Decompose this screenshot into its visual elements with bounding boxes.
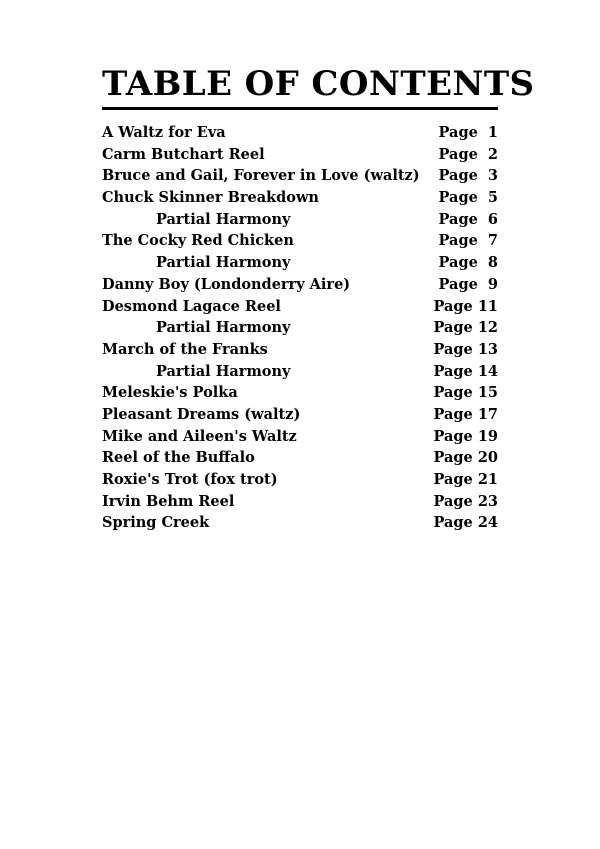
toc-entry-page: Page 6 [438,210,498,228]
toc-entry [102,361,498,383]
toc-entry-page: Page 14 [433,362,498,380]
toc-entry-title: Chuck Skinner Breakdown [102,189,319,207]
toc-entry [102,165,498,187]
toc-entry-page: Page 3 [438,167,498,185]
table-of-contents [102,122,498,534]
toc-entry [102,317,498,339]
toc-entry-title: The Cocky Red Chicken [102,232,294,250]
toc-entry-page: Page 24 [433,514,498,532]
toc-entry-page: Page 8 [438,254,498,272]
toc-entry-title: Mike and Aileen's Waltz [102,427,297,445]
toc-entry-page: Page 13 [433,340,498,358]
toc-entry [102,339,498,361]
toc-entry-title: Carm Butchart Reel [102,145,265,163]
toc-entry [102,491,498,513]
toc-entry [102,122,498,144]
toc-entry-page: Page 9 [438,275,498,293]
toc-entry [102,187,498,209]
toc-entry-page: Page 2 [438,145,498,163]
toc-entry-title: Partial Harmony [156,362,291,380]
toc-entry-title: Irvin Behm Reel [102,492,235,510]
toc-entry-page: Page 21 [433,471,498,488]
toc-entry-page: Page 5 [438,189,498,207]
toc-entry-title: Spring Creek [102,514,210,532]
toc-entry-title: Meleskie's Polka [102,384,238,402]
toc-entry-page: Page 11 [433,297,498,315]
toc-entry [102,230,498,252]
toc-entry-page: Page 15 [433,384,498,402]
toc-entry-page: Page 20 [433,449,498,467]
page-title: TABLE OF CONTENTS [102,62,498,110]
toc-entry [102,404,498,426]
toc-entry [102,296,498,318]
toc-entry [102,447,498,469]
toc-entry-page: Page 19 [433,427,498,445]
toc-entry [102,469,498,491]
toc-entry-title: A Waltz for Eva [102,124,226,141]
toc-entry-page: Page 23 [433,492,498,510]
toc-entry-page: Page 17 [433,405,498,423]
toc-entry-title: Danny Boy (Londonderry Aire) [102,275,351,293]
toc-entry-title: Partial Harmony [156,210,291,228]
toc-entry-title: Partial Harmony [156,319,291,337]
toc-entry-title: Reel of the Buffalo [102,449,255,467]
toc-entry [102,512,498,534]
toc-entry-page: Page 12 [433,319,498,337]
toc-entry [102,252,498,274]
toc-entry-title: Pleasant Dreams (waltz) [102,405,301,423]
toc-entry [102,426,498,448]
toc-entry-page: Page 7 [438,232,498,250]
toc-entry [102,274,498,296]
toc-entry-page: Page 1 [438,124,498,141]
toc-entry [102,144,498,166]
toc-entry-title: Desmond Lagace Reel [102,297,281,315]
toc-entry-title: March of the Franks [102,340,268,358]
toc-entry [102,382,498,404]
toc-entry-title: Roxie's Trot (fox trot) [102,471,278,488]
toc-entry-title: Bruce and Gail, Forever in Love (waltz) [102,167,420,185]
toc-entry [102,209,498,231]
toc-entry-title: Partial Harmony [156,254,291,272]
